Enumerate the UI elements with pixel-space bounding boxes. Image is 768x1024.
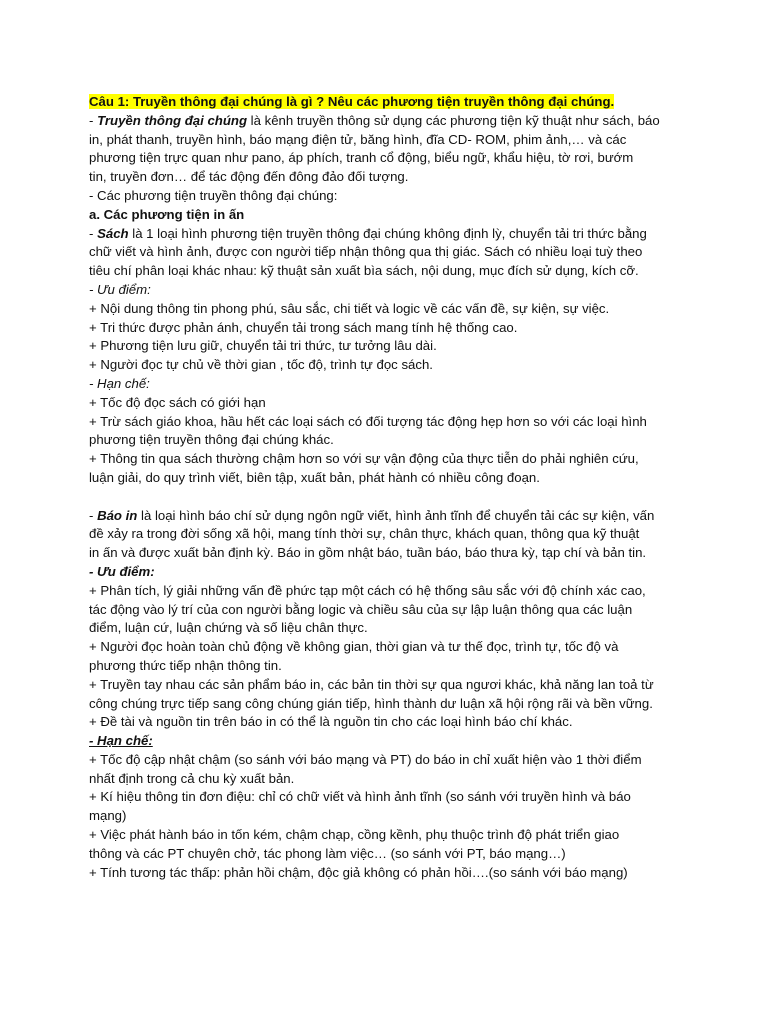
list-item: phương thức tiếp nhận thông tin. bbox=[89, 657, 282, 673]
list-item: + Tính tương tác thấp: phản hồi chậm, độc giả không có phản hồi….(so sánh với báo mạng) bbox=[89, 864, 628, 880]
paragraph-gap bbox=[89, 488, 689, 507]
sach-line bbox=[89, 225, 689, 244]
sach-advantages-label: - Ưu điểm: bbox=[89, 281, 151, 297]
list-item: + Người đọc tự chủ về thời gian , tốc độ, trình tự đọc sách. bbox=[89, 357, 433, 373]
list-item: + Đề tài và nguồn tin trên báo in có thể là nguồn tin cho các loại hình báo chí khác. bbox=[89, 714, 573, 730]
bao-in-advantages-label: - Ưu điểm: bbox=[89, 563, 155, 579]
bao-in-text: là loại hình báo chí sử dụng ngôn ngữ viết, hình ảnh tĩnh để chuyển tải các sự kiện, vấn bbox=[137, 507, 655, 523]
list-item: + Phân tích, lý giải những vấn đề phức tạp một cách có hệ thống sâu sắc với độ chính xác cao, bbox=[89, 582, 646, 598]
list-item: nhất định trong cả chu kỳ xuất bản. bbox=[89, 770, 295, 786]
term-truyen-thong: Truyền thông đại chúng bbox=[97, 112, 248, 128]
bao-in-limits-label: - Hạn chế: bbox=[89, 733, 153, 749]
list-item: + Người đọc hoàn toàn chủ động về không gian, thời gian và tư thế đọc, trình tự, tốc độ và bbox=[89, 639, 619, 655]
intro-line: in, phát thanh, truyền hình, báo mạng điện tử, băng hình, đĩa CD- ROM, phim ảnh,… và các bbox=[89, 131, 627, 147]
list-item: + Tốc độ đọc sách có giới hạn bbox=[89, 394, 266, 410]
list-item: công chúng trực tiếp sang công chúng gián tiếp, hình thành dư luận xã hội rộng rãi và bền vững. bbox=[89, 695, 653, 711]
intro-line: phương tiện trực quan như pano, áp phích, tranh cổ động, biểu ngữ, khẩu hiệu, tờ rơi, bướm bbox=[89, 150, 634, 166]
list-item: luận giải, do quy trình viết, biên tập, xuất bản, phát hành có nhiều công đoạn. bbox=[89, 469, 540, 485]
term-bao-in: Báo in bbox=[97, 507, 138, 523]
document-body bbox=[89, 93, 689, 882]
sach-text: là 1 loại hình phương tiện truyền thông đại chúng không định lỳ, chuyển tải tri thức bằng bbox=[128, 225, 647, 241]
question-heading bbox=[89, 93, 689, 112]
bullet-dash: - bbox=[89, 112, 98, 128]
list-item: + Phương tiện lưu giữ, chuyển tải tri thức, tư tưởng lâu dài. bbox=[89, 338, 437, 354]
list-item: tác động vào lý trí của con người bằng logic và chiều sâu của sự lập luận thông qua các luận bbox=[89, 601, 633, 617]
list-item: thông và các PT chuyên chở, tác phong làm việc… (so sánh với PT, báo mạng…) bbox=[89, 845, 566, 861]
intro-line: tin, truyền đơn… để tác động đến đông đảo đối tượng. bbox=[89, 169, 409, 185]
bao-in-line: đề xảy ra trong đời sống xã hội, mang tính thời sự, chân thực, khách quan, thông qua kỹ thuật bbox=[89, 526, 640, 542]
sach-limits-label: - Hạn chế: bbox=[89, 375, 150, 391]
list-item: + Thông tin qua sách thường chậm hơn so với sự vận động của thực tiễn do phải nghiên cứu, bbox=[89, 451, 639, 467]
sach-line: tiêu chí phân loại khác nhau: kỹ thuật sản xuất bìa sách, nội dung, mục đích sử dụng, kích cỡ. bbox=[89, 263, 639, 279]
bullet-dash: - bbox=[89, 225, 98, 241]
bullet-dash: - bbox=[89, 507, 98, 523]
intro-text: là kênh truyền thông sử dụng các phương tiện kỹ thuật như sách, báo bbox=[247, 112, 660, 128]
term-sach: Sách bbox=[97, 225, 129, 241]
list-item: + Truyền tay nhau các sản phẩm báo in, các bản tin thời sự qua ngươi khác, khả năng lan toả từ bbox=[89, 676, 654, 692]
list-item: + Trừ sách giáo khoa, hầu hết các loại sách có đối tượng tác động hẹp hơn so với các loại hình bbox=[89, 413, 647, 429]
highlighted-question: Câu 1: Truyền thông đại chúng là gì ? Nêu các phương tiện truyền thông đại chúng. bbox=[89, 94, 615, 109]
list-item: phương tiện truyền thông đại chúng khác. bbox=[89, 432, 334, 448]
list-item: điểm, luận cứ, luận chứng và số liệu chân thực. bbox=[89, 620, 368, 636]
list-item: + Nội dung thông tin phong phú, sâu sắc, chi tiết và logic về các vấn đề, sự kiện, sự việc. bbox=[89, 300, 610, 316]
sach-line: chữ viết và hình ảnh, được con người tiếp nhận thông qua thị giác. Sách có nhiều loại tuỳ theo bbox=[89, 244, 643, 260]
intro-line bbox=[89, 112, 689, 131]
bao-in-line: in ấn và được xuất bản định kỳ. Báo in gồm nhật báo, tuần báo, báo thưa kỳ, tạp chí và bản tin. bbox=[89, 545, 647, 561]
list-item: + Kí hiệu thông tin đơn điệu: chỉ có chữ viết và hình ảnh tĩnh (so sánh với truyền hình và báo bbox=[89, 789, 631, 805]
list-item: + Tốc độ cập nhật chậm (so sánh với báo mạng và PT) do báo in chỉ xuất hiện vào 1 thời điểm bbox=[89, 751, 642, 767]
list-item: + Tri thức được phản ánh, chuyển tải trong sách mang tính hệ thống cao. bbox=[89, 319, 518, 335]
intro-line: - Các phương tiện truyền thông đại chúng: bbox=[89, 187, 338, 203]
list-item: + Việc phát hành báo in tốn kém, chậm chạp, cồng kềnh, phụ thuộc trình độ phát triển giao bbox=[89, 827, 620, 843]
section-a-heading: a. Các phương tiện in ấn bbox=[89, 206, 245, 222]
bao-in-line bbox=[89, 507, 689, 526]
list-item: mạng) bbox=[89, 808, 127, 824]
